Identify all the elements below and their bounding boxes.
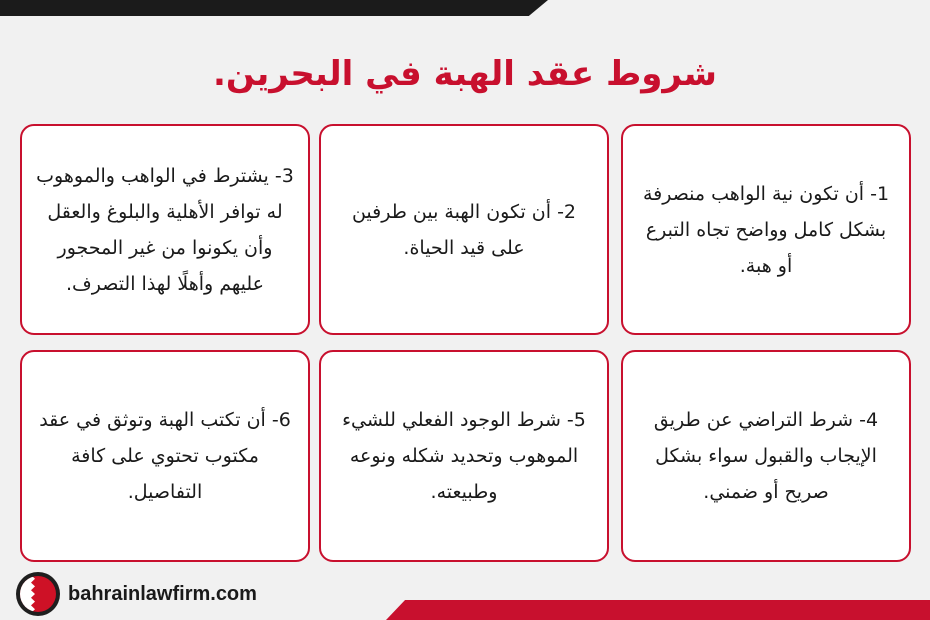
condition-text-6: 6- أن تكتب الهبة وتوثق في عقد مكتوب تحتوي على كافة التفاصيل. [39,409,291,503]
condition-text-1: 1- أن تكون نية الواهب منصرفة بشكل كامل وواضح تجاه التبرع أو هبة. [642,182,890,277]
condition-card-1 [621,124,911,335]
brand-footer [16,572,257,616]
condition-card-5 [319,350,609,562]
condition-card-2 [319,124,609,335]
condition-card-6 [20,350,310,562]
condition-text-5: 5- شرط الوجود الفعلي للشيء الموهوب وتحديد شكله ونوعه وطبيعته. [342,409,586,503]
condition-card-3 [20,124,310,335]
bahrain-flag-icon [16,572,60,616]
condition-text-3: 3- يشترط في الواهب والموهوب له توافر الأهلية والبلوغ والعقل وأن يكونوا من غير المحجور عليهم وأهلًا لهذا التصرف. [36,164,294,295]
top-decorative-band [0,0,548,16]
condition-card-4 [621,350,911,562]
page-title: شروط عقد الهبة في البحرين. [213,54,717,94]
brand-website[interactable]: bahrainlawfirm.com [68,582,257,605]
bottom-decorative-band [386,600,930,620]
condition-text-4: 4- شرط التراضي عن طريق الإيجاب والقبول سواء بشكل صريح أو ضمني. [653,409,879,503]
condition-text-2: 2- أن تكون الهبة بين طرفين على قيد الحياة. [351,200,577,259]
